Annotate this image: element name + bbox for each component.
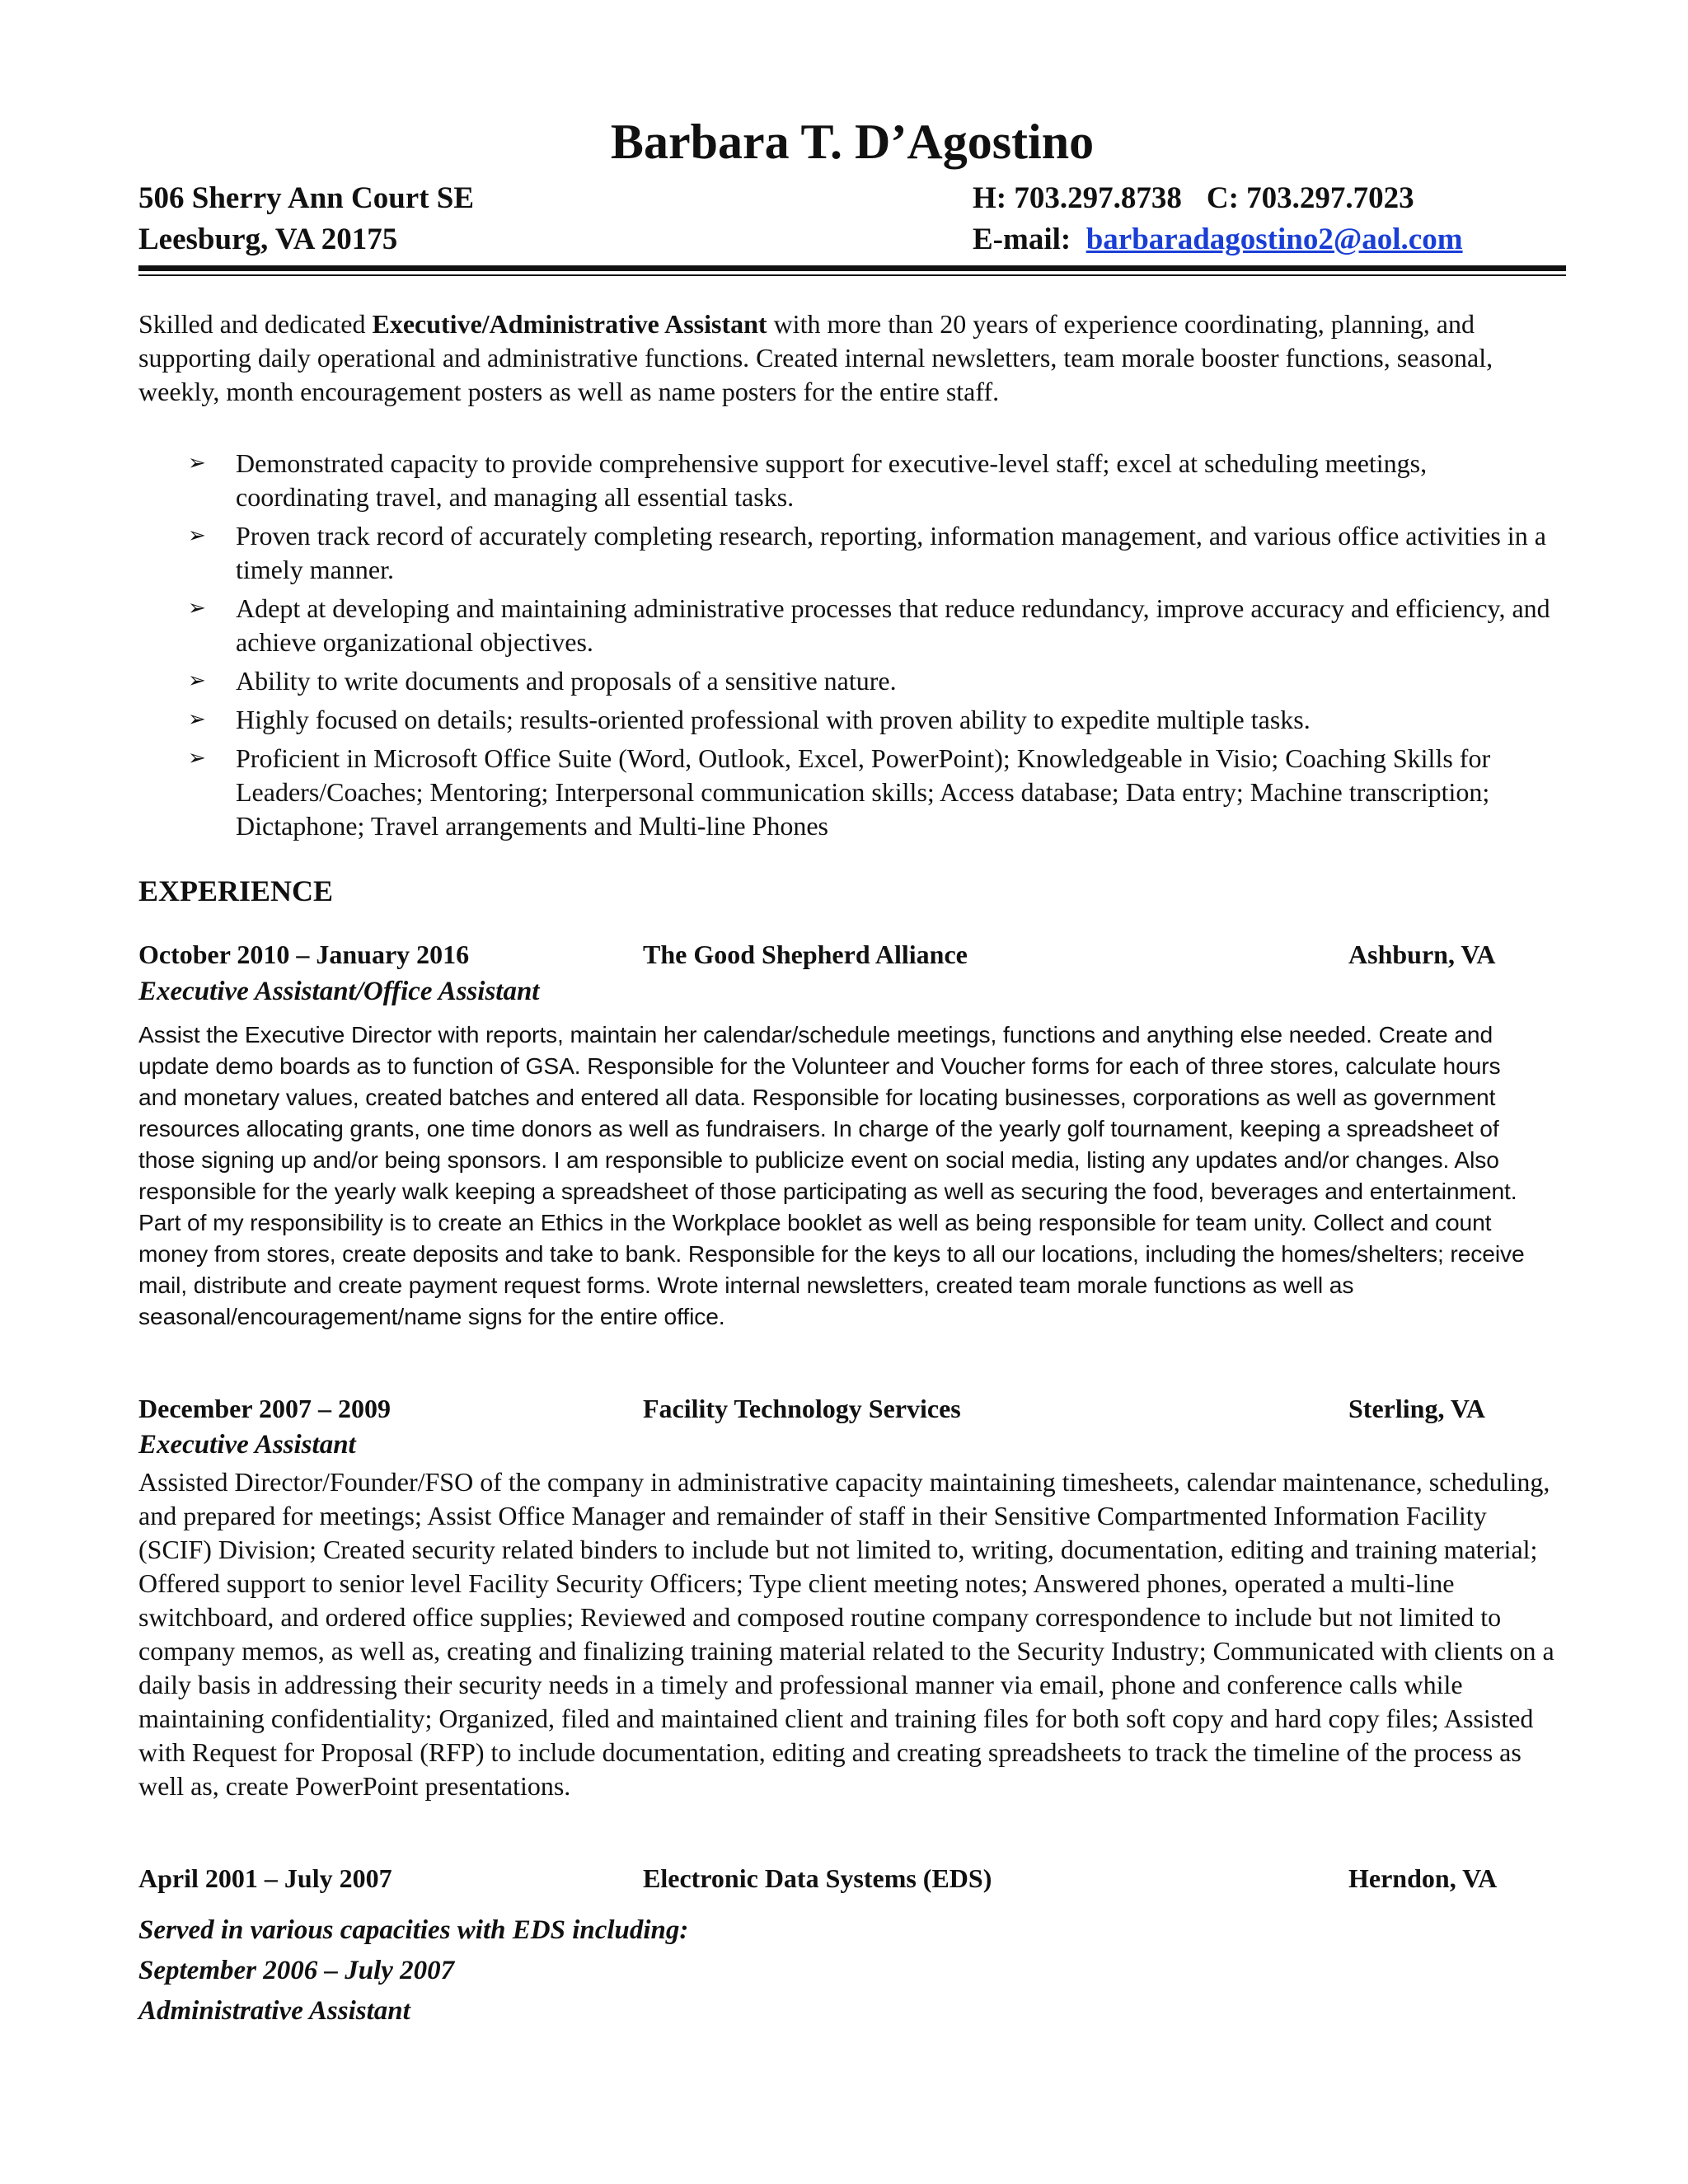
list-item: ➢ Adept at developing and maintaining administrative processes that reduce redundancy, improve accuracy and efficiency, and achieve organizational objectives. bbox=[188, 593, 1550, 657]
email-link[interactable]: barbaradagostino2@aol.com bbox=[1085, 223, 1463, 256]
list-item: ➢ Proficient in Microsoft Office Suite (Word, Outlook, Excel, PowerPoint); Knowledgeable in Visio; Coaching Skills for Leaders/Coaches; Mentoring; Interpersonal communication skills; Access database; Data entry; Machine transcription; Dictaphone; Travel arrangements and Multi-line Phones bbox=[188, 743, 1491, 841]
job-organization: Electronic Data Systems (EDS) bbox=[643, 1863, 992, 1893]
list-item: ➢ Ability to write documents and proposals of a sensitive nature. bbox=[138, 664, 1566, 698]
job-location: Sterling, VA bbox=[1348, 1394, 1485, 1423]
arrow-bullet-icon: ➢ bbox=[188, 707, 206, 732]
job-dates: October 2010 – January 2016 bbox=[138, 940, 470, 969]
header-divider-thin bbox=[138, 274, 1566, 276]
job-subheading-3: Served in various capacities with EDS including: bbox=[138, 1915, 689, 1945]
arrow-bullet-icon: ➢ bbox=[188, 668, 206, 693]
experience-heading: EXPERIENCE bbox=[138, 874, 334, 907]
job-description-1: Assist the Executive Director with reports, maintain her calendar/schedule meetings, functions and anything else needed. Create and update demo boards as to function of GSA. Responsible for the Volunteer and Voucher forms for each of three stores, calculate hours and monetary values, created batches and entered all data. Responsible for locating businesses, corporations as well as government resources allocating grants, one time donors as well as fundraisers. In charge of the yearly golf tournament, keeping a spreadsheet of those signing up and/or being sponsors. I am responsible to publicize event on social media, listing any updates and/or changes. Also responsible for the yearly walk keeping a spreadsheet of those participating as well as securing the food, beverages and entertainment. Part of my responsibility is to create an Ethics in the Workplace booklet as well as being responsible for team unity. Collect and count money from stores, create deposits and take to bank. Responsible for the keys to all our locations, including the homes/shelters; receive mail, distribute and create payment request forms. Wrote internal newsletters, created team morale functions as well as seasonal/encouragement/name signs for the entire office. bbox=[138, 1021, 1525, 1329]
summary-paragraph bbox=[138, 307, 1566, 409]
list-item: ➢ Proven track record of accurately completing research, reporting, information management, and various office activities in a timely manner. bbox=[188, 521, 1546, 584]
phone-numbers bbox=[973, 180, 1414, 218]
job-dates: December 2007 – 2009 bbox=[138, 1394, 391, 1423]
job-organization: The Good Shepherd Alliance bbox=[643, 940, 968, 969]
cell-phone: C: 703.297.7023 bbox=[1206, 181, 1414, 215]
summary-rest: with more than 20 years of experience coordinating, planning, and supporting daily operational and administrative functions. Created internal newsletters, team morale booster functions, seasonal, weekly, month encouragement posters as well as name posters for the entire staff. bbox=[138, 309, 1493, 406]
arrow-bullet-icon: ➢ bbox=[188, 523, 206, 548]
job-title-1: Executive Assistant/Office Assistant bbox=[138, 977, 540, 1006]
job-title-2: Executive Assistant bbox=[138, 1430, 356, 1460]
summary-role: Executive/Administrative Assistant bbox=[372, 309, 767, 339]
address-line-2: Leesburg, VA 20175 bbox=[138, 223, 398, 256]
email-block bbox=[973, 221, 1463, 259]
job-organization: Facility Technology Services bbox=[643, 1394, 961, 1423]
home-phone: H: 703.297.8738 bbox=[973, 181, 1182, 215]
job-subtitle-3: Administrative Assistant bbox=[138, 1996, 410, 2026]
email-label: E-mail: bbox=[973, 223, 1071, 256]
job-description-2: Assisted Director/Founder/FSO of the company in administrative capacity maintaining timesheets, calendar maintenance, scheduling, and prepared for meetings; Assist Office Manager and remainder of staff in their Sensitive Compartmented Information Facility (SCIF) Division; Created security related binders to include but not limited to, writing, documentation, editing and training material; Offered support to senior level Facility Security Officers; Type client meeting notes; Answered phones, operated a multi-line switchboard, and ordered office supplies; Reviewed and composed routine company correspondence to include but not limited to company memos, as well as, creating and finalizing training material related to the Security Industry; Communicated with clients on a daily basis in addressing their security needs in a timely and professional manner via email, phone and conference calls while maintaining confidentiality; Organized, filed and maintained client and training files for both soft copy and hard copy files; Assisted with Request for Proposal (RFP) to include documentation, editing and creating spreadsheets to track the timeline of the process as well as, create PowerPoint presentations. bbox=[138, 1467, 1554, 1801]
job-dates: April 2001 – July 2007 bbox=[138, 1863, 392, 1893]
job-subdates-3: September 2006 – July 2007 bbox=[138, 1956, 455, 1985]
summary-intro: Skilled and dedicated bbox=[138, 309, 373, 339]
header-divider-thick bbox=[138, 265, 1566, 271]
candidate-name: Barbara T. D’Agostino bbox=[610, 115, 1095, 169]
arrow-bullet-icon: ➢ bbox=[188, 746, 206, 771]
arrow-bullet-icon: ➢ bbox=[188, 451, 206, 476]
arrow-bullet-icon: ➢ bbox=[188, 596, 206, 621]
job-location: Herndon, VA bbox=[1348, 1863, 1498, 1893]
address-line-1: 506 Sherry Ann Court SE bbox=[138, 181, 475, 215]
job-location: Ashburn, VA bbox=[1348, 940, 1496, 969]
skills-list bbox=[138, 447, 1566, 848]
list-item: ➢ Demonstrated capacity to provide comprehensive support for executive-level staff; excel at scheduling meetings, coordinating travel, and managing all essential tasks. bbox=[188, 448, 1428, 512]
list-item: ➢ Highly focused on details; results-oriented professional with proven ability to expedite multiple tasks. bbox=[138, 703, 1566, 737]
